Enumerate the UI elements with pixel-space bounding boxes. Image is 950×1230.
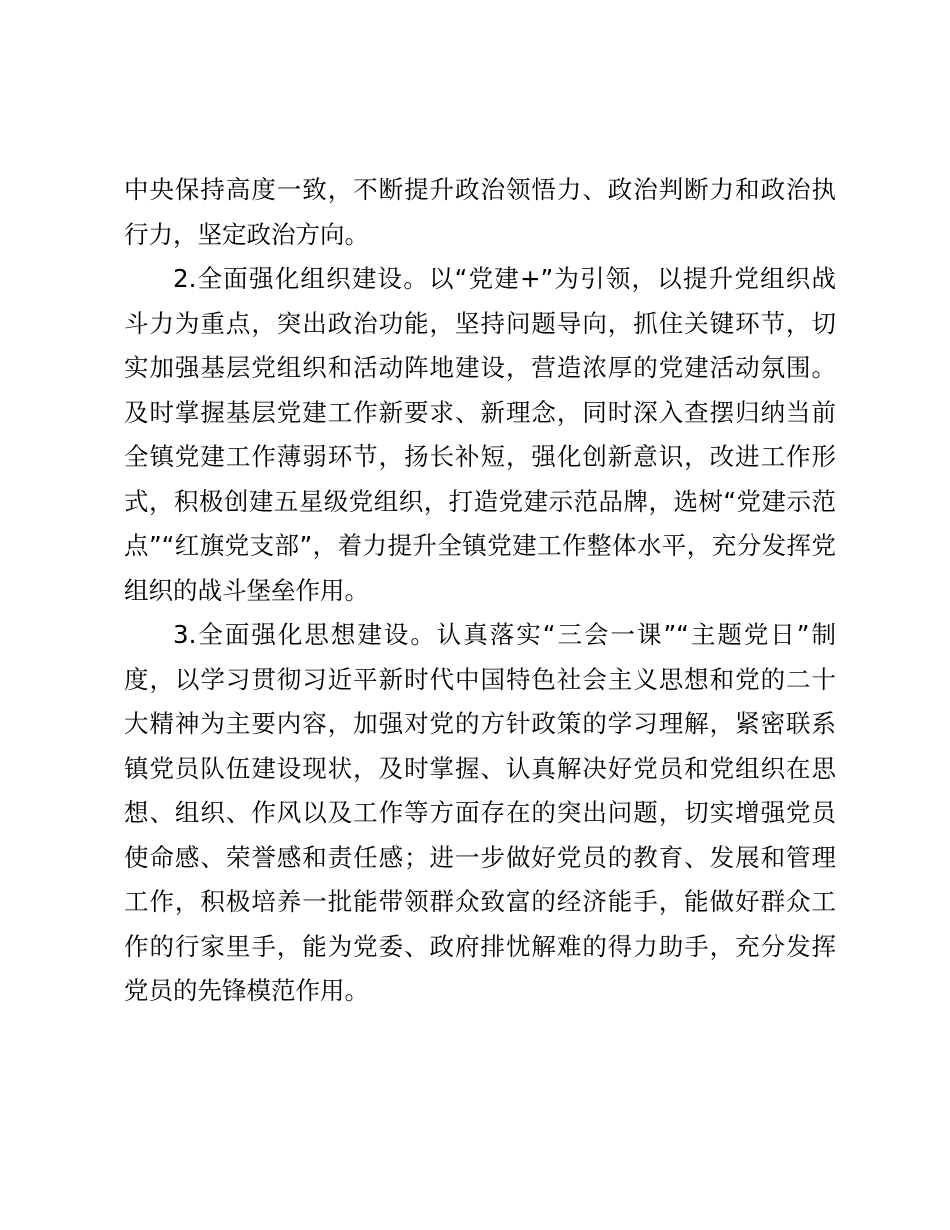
text-line: 点”“红旗党支部”，着力提升全镇党建工作整体水平，充分发挥党 — [124, 531, 836, 560]
text-line: 式，积极创建五星级党组织，打造党建示范品牌，选树“党建示范 — [124, 486, 836, 516]
text-line: 全镇党建工作薄弱环节，扬长补短，强化创新意识，改进工作形 — [124, 442, 836, 471]
text-line: 度，以学习贯彻习近平新时代中国特色社会主义思想和党的二十 — [124, 664, 836, 694]
text-line: 大精神为主要内容，加强对党的方针政策的学习理解，紧密联系 — [124, 709, 836, 738]
text-line: 及时掌握基层党建工作新要求、新理念，同时深入查摆归纳当前 — [124, 397, 836, 427]
text-line: 使命感、荣誉感和责任感；进一步做好党员的教育、发展和管理 — [124, 842, 836, 872]
text-line: 组织的战斗堡垒作用。 — [124, 575, 369, 605]
paragraph-first-line: 2.全面强化组织建设。以“党建+”为引领，以提升党组织战 — [173, 264, 836, 293]
paragraph-first-line: 3.全面强化思想建设。认真落实“三会一课”“主题党日”制 — [173, 620, 836, 649]
document-body — [124, 168, 836, 1014]
text-line: 作的行家里手，能为党委、政府排忧解难的得力助手，充分发挥 — [124, 931, 836, 961]
text-line: 镇党员队伍建设现状，及时掌握、认真解决好党员和党组织在思 — [124, 753, 836, 783]
text-line: 想、组织、作风以及工作等方面存在的突出问题，切实增强党员 — [124, 798, 836, 827]
text-line: 行力，坚定政治方向。 — [124, 219, 369, 249]
text-line: 实加强基层党组织和活动阵地建设，营造浓厚的党建活动氛围。 — [124, 353, 836, 382]
text-line: 工作，积极培养一批能带领群众致富的经济能手，能做好群众工 — [124, 887, 836, 916]
text-line: 斗力为重点，突出政治功能，坚持问题导向，抓住关键环节，切 — [124, 308, 836, 338]
text-line: 中央保持高度一致，不断提升政治领悟力、政治判断力和政治执 — [124, 175, 836, 204]
text-line: 党员的先锋模范作用。 — [124, 976, 369, 1005]
